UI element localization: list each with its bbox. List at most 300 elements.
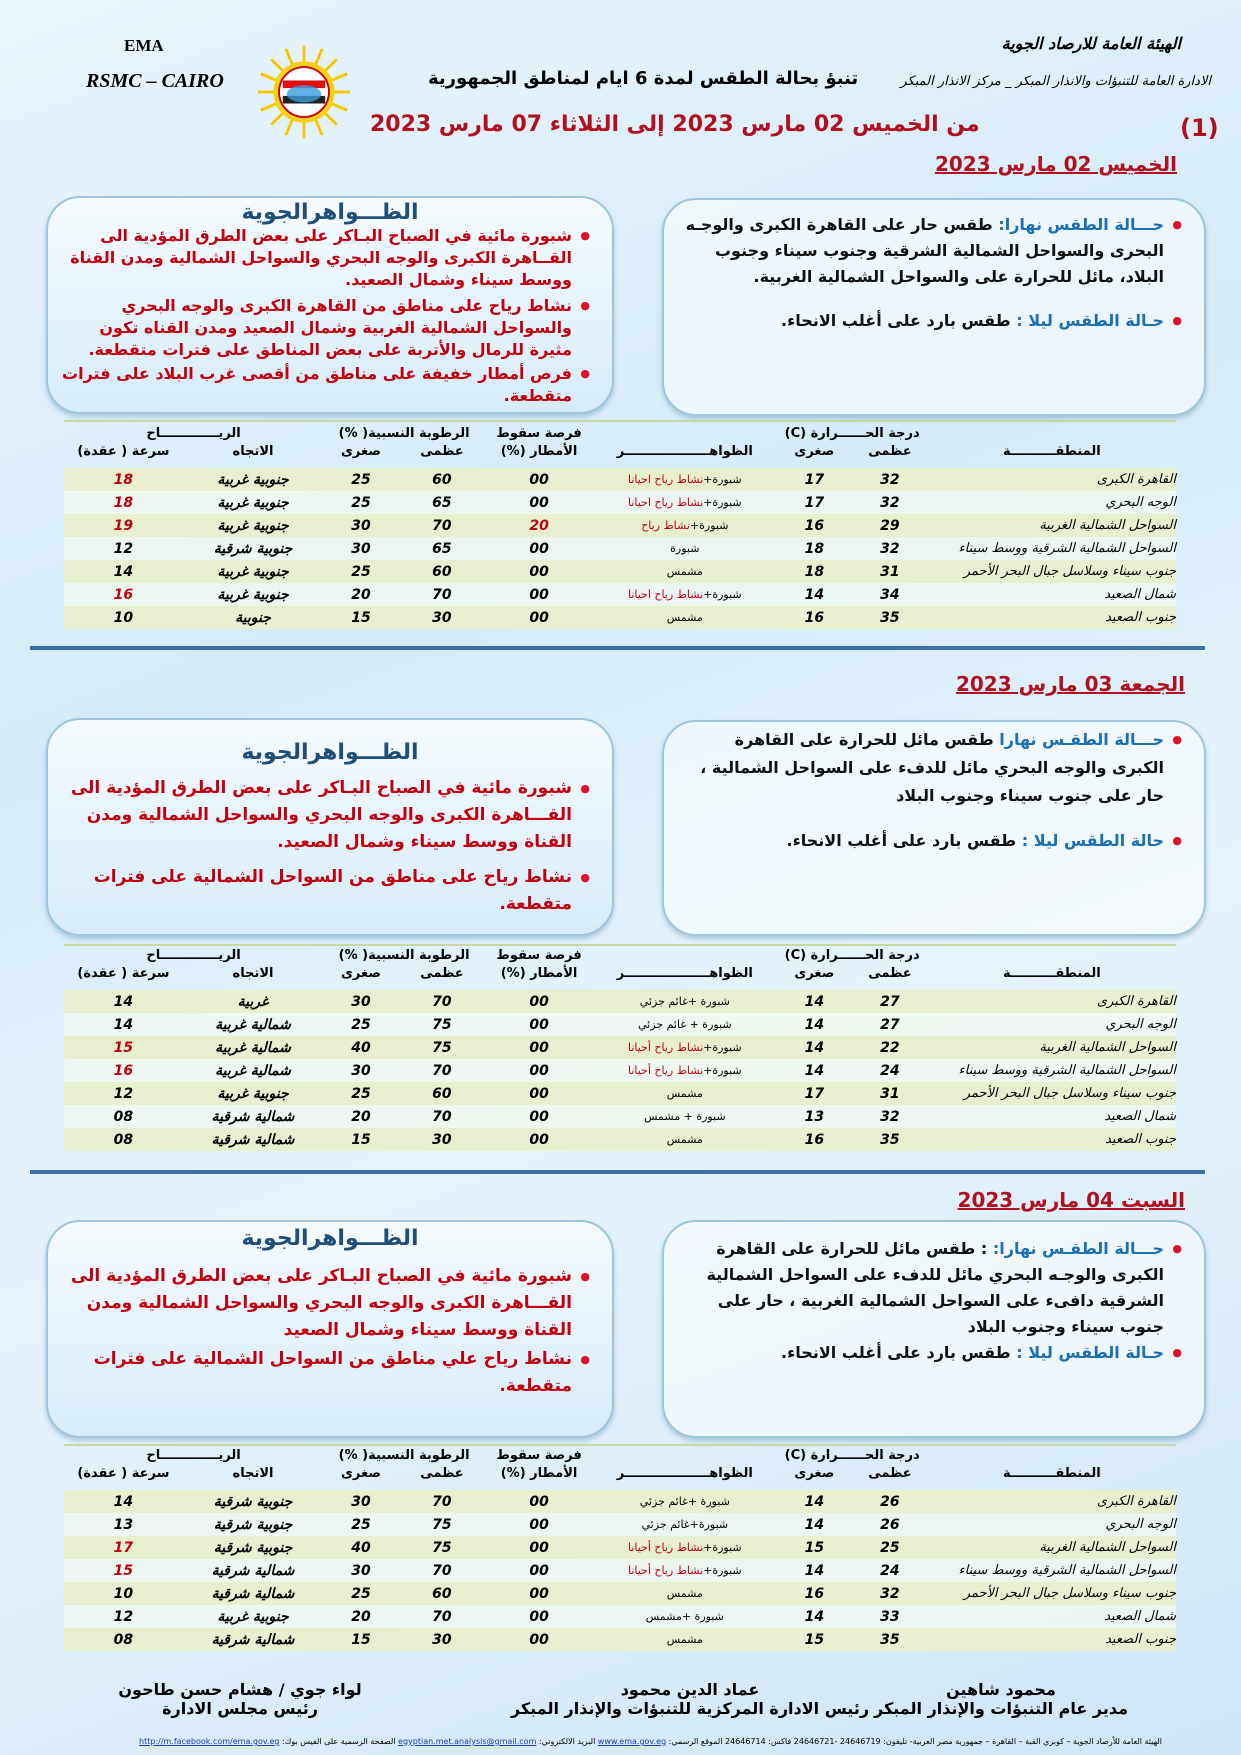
wind-direction-cell: شمالية شرقية <box>183 1628 323 1651</box>
table-top-line <box>64 420 1176 422</box>
region-cell: الوجه البحري <box>928 491 1176 514</box>
humidity-max-cell: 60 <box>399 560 485 583</box>
phenomena-wind-text: نشاط رياح أحيانا <box>627 1541 704 1554</box>
table-row <box>64 1105 1176 1128</box>
min-temp-cell: 14 <box>777 1559 853 1582</box>
phenomena-cell <box>593 468 777 491</box>
min-temp-cell: 16 <box>777 1582 853 1605</box>
wind-direction-cell: شمالية غربية <box>183 1059 323 1082</box>
rain-cell: 00 <box>485 1559 593 1582</box>
header-humidity: الرطوبة النسبية( %) <box>338 1447 470 1463</box>
region-cell: الوجه البحري <box>928 1013 1176 1036</box>
day-3-weather-box <box>662 1220 1206 1438</box>
humidity-max-cell: 70 <box>399 1059 485 1082</box>
rain-cell: 00 <box>485 560 593 583</box>
min-temp-cell: 18 <box>777 537 853 560</box>
header-blank <box>928 424 1176 442</box>
table-row <box>64 491 1176 514</box>
header-temperature: درجة الحــــــرارة (C) <box>784 1447 920 1463</box>
humidity-max-cell: 75 <box>399 1513 485 1536</box>
phenomena-cell <box>593 537 777 560</box>
header-humidity: الرطوبة النسبية( %) <box>338 425 470 441</box>
humidity-min-cell: 20 <box>323 1605 399 1628</box>
wind-direction-cell: شمالية شرقية <box>183 1559 323 1582</box>
table-header-row <box>64 442 1176 460</box>
table-row <box>64 583 1176 606</box>
table-header-row <box>64 1464 1176 1482</box>
wind-speed-cell: 16 <box>64 1059 183 1082</box>
wind-speed-cell: 14 <box>64 1490 183 1513</box>
header-rain-percent: الأمطار (%) <box>500 443 578 459</box>
max-temp-cell: 32 <box>852 491 928 514</box>
region-cell: السواحل الشمالية الشرقية ووسط سيناء <box>928 1559 1176 1582</box>
min-temp-cell: 14 <box>777 1036 853 1059</box>
humidity-max-cell: 65 <box>399 537 485 560</box>
header-min: صغرى <box>794 965 835 981</box>
region-cell: السواحل الشمالية الشرقية ووسط سيناء <box>928 1059 1176 1082</box>
night-label: حـالة الطقس ليلا : <box>1016 1343 1164 1362</box>
header-speed: سرعة ( عقدة) <box>77 1465 170 1481</box>
day-1-forecast-table <box>64 424 1176 629</box>
max-temp-cell: 29 <box>852 514 928 537</box>
humidity-max-cell: 30 <box>399 1628 485 1651</box>
region-cell: القاهرة الكبرى <box>928 990 1176 1013</box>
max-temp-cell: 25 <box>852 1536 928 1559</box>
email-link[interactable]: egyptian.met.analysis@gmail.com <box>398 1737 537 1746</box>
region-cell: القاهرة الكبرى <box>928 1490 1176 1513</box>
region-cell: السواحل الشمالية الغربية <box>928 514 1176 537</box>
max-temp-cell: 26 <box>852 1490 928 1513</box>
min-temp-cell: 14 <box>777 1013 853 1036</box>
phenomena-cell <box>593 583 777 606</box>
phenomena-cell <box>593 1082 777 1105</box>
min-temp-cell: 13 <box>777 1105 853 1128</box>
facebook-label: الصفحة الرسمية على الفيس بوك: <box>279 1737 396 1746</box>
day-1-night <box>678 308 1182 334</box>
day-3-daytime <box>678 1236 1182 1340</box>
wind-speed-cell: 08 <box>64 1628 183 1651</box>
day-2-forecast-table <box>64 946 1176 1151</box>
forecast-period: من الخميس 02 مارس 2023 إلى الثلاثاء 07 مارس 2023 <box>370 112 980 137</box>
humidity-min-cell: 20 <box>323 583 399 606</box>
region-cell: شمال الصعيد <box>928 1105 1176 1128</box>
header-blank <box>928 946 1176 964</box>
max-temp-cell: 31 <box>852 560 928 583</box>
rain-cell: 00 <box>485 990 593 1013</box>
region-cell: شمال الصعيد <box>928 1605 1176 1628</box>
footer-address: الهيئة العامة للأرصاد الجوية – كوبري القبة – القاهرة – جمهورية مصر العربية- تليفون: 24646719 -24646721 فاكس: 24646714 الموقع الرسمي: <box>668 1737 1162 1746</box>
region-cell: السواحل الشمالية الغربية <box>928 1536 1176 1559</box>
min-temp-cell: 17 <box>777 1082 853 1105</box>
humidity-max-cell: 70 <box>399 1105 485 1128</box>
table-row <box>64 1059 1176 1082</box>
humidity-max-cell: 70 <box>399 583 485 606</box>
header-rain-percent: الأمطار (%) <box>500 965 578 981</box>
rain-cell: 00 <box>485 1536 593 1559</box>
header-hum-max: عظمى <box>420 443 464 459</box>
spacer-row <box>64 1482 1176 1490</box>
wind-speed-cell: 15 <box>64 1036 183 1059</box>
table-row <box>64 1582 1176 1605</box>
phenomenon-item: ● نشاط رياح علي مناطق من السواحل الشمالية على فترات متقطعة. <box>62 1346 590 1400</box>
header-hum-min: صغرى <box>341 443 381 459</box>
signature-role: رئيس الادارة المركزية للتنبؤات والإنذار المبكر <box>510 1699 870 1718</box>
region-cell: جنوب سيناء وسلاسل جبال البحر الأحمر <box>928 560 1176 583</box>
day-1-phenomena-box <box>46 196 614 414</box>
phenomena-cell <box>593 1513 777 1536</box>
header-temperature: درجة الحــــــرارة (C) <box>784 425 920 441</box>
humidity-max-cell: 30 <box>399 1128 485 1151</box>
region-cell: السواحل الشمالية الغربية <box>928 1036 1176 1059</box>
day-1-title: الخميس 02 مارس 2023 <box>934 152 1177 176</box>
humidity-min-cell: 30 <box>323 1559 399 1582</box>
min-temp-cell: 14 <box>777 1605 853 1628</box>
night-label: حالة الطقس ليلا : <box>1021 831 1164 850</box>
phenomena-text: مشمس <box>666 1087 703 1100</box>
wind-speed-cell: 18 <box>64 468 183 491</box>
header-wind: الريـــــــــــــاح <box>146 947 241 963</box>
humidity-min-cell: 15 <box>323 1128 399 1151</box>
phenomena-cell <box>593 1059 777 1082</box>
min-temp-cell: 14 <box>777 1059 853 1082</box>
header-humidity: الرطوبة النسبية( %) <box>338 947 470 963</box>
day-label: حـــالة الطقـس نهارا: <box>992 1239 1164 1258</box>
max-temp-cell: 32 <box>852 1582 928 1605</box>
phenomena-cell <box>593 1105 777 1128</box>
wind-direction-cell: جنوبية غربية <box>183 1605 323 1628</box>
table-row <box>64 1628 1176 1651</box>
wind-direction-cell: جنوبية شرقية <box>183 537 323 560</box>
wind-speed-cell: 12 <box>64 1605 183 1628</box>
humidity-min-cell: 15 <box>323 1628 399 1651</box>
day-3-phenomena-box <box>46 1220 614 1438</box>
rain-cell: 20 <box>485 514 593 537</box>
min-temp-cell: 17 <box>777 491 853 514</box>
header-hum-min: صغرى <box>341 1465 381 1481</box>
phenomena-wind-text: نشاط رياح أحيانا <box>627 1041 704 1054</box>
wind-direction-cell: شمالية غربية <box>183 1036 323 1059</box>
humidity-max-cell: 75 <box>399 1536 485 1559</box>
wind-speed-cell: 13 <box>64 1513 183 1536</box>
rain-cell: 00 <box>485 1128 593 1151</box>
org-department: الادارة العامة للتنبؤات والانذار المبكر _ مركز الانذار المبكر <box>900 74 1211 89</box>
header-hum-max: عظمى <box>420 965 464 981</box>
day-text: طقس مائل للحرارة على القاهرة الكبرى والوجه البحري مائل للدفء على السواحل الشمالية ، حار على جنوب سيناء وجنوب البلاد <box>700 730 1164 805</box>
phenomena-text: شبورة <box>670 542 700 555</box>
phenomena-text: شبورة +غائم جزئي <box>639 1495 730 1508</box>
phenomenon-item: ● شبورة مائية في الصباح البـاكر على بعض الطرق المؤدية الى القـــاهرة الكبرى والوجه البحري والسواحل الشمالية ومدن القناة ووسط سيناء وشمال الصعيد. <box>62 775 590 856</box>
day-2-night <box>678 828 1182 854</box>
phenomena-text: شبورة + مشمس <box>644 1110 726 1123</box>
humidity-min-cell: 25 <box>323 1082 399 1105</box>
ema-logo-icon <box>256 44 352 140</box>
section-separator <box>30 1170 1205 1174</box>
header-wind: الريـــــــــــــاح <box>146 425 241 441</box>
wind-speed-cell: 14 <box>64 560 183 583</box>
wind-direction-cell: جنوبية شرقية <box>183 1490 323 1513</box>
spacer <box>64 982 1176 990</box>
max-temp-cell: 27 <box>852 1013 928 1036</box>
header-wind: الريـــــــــــــاح <box>146 1447 241 1463</box>
region-cell: جنوب الصعيد <box>928 1128 1176 1151</box>
max-temp-cell: 32 <box>852 537 928 560</box>
phenomena-text: مشمس <box>666 611 703 624</box>
header-direction: الاتجاه <box>232 965 274 981</box>
day-1-daytime <box>678 212 1182 290</box>
table-header-row <box>64 964 1176 982</box>
wind-speed-cell: 16 <box>64 583 183 606</box>
day-1-weather-box <box>662 198 1206 416</box>
ema-label: EMA <box>124 36 164 55</box>
rain-cell: 00 <box>485 1628 593 1651</box>
header-max: عظمى <box>868 965 912 981</box>
wind-speed-cell: 12 <box>64 537 183 560</box>
rain-cell: 00 <box>485 1036 593 1059</box>
phenomena-wind-text: نشاط رياح أحيانا <box>627 1064 704 1077</box>
humidity-max-cell: 60 <box>399 1582 485 1605</box>
night-label: حـالة الطقس ليلا : <box>1016 311 1164 330</box>
org-name: الهيئة العامة للارصاد الجوية <box>1001 34 1181 53</box>
wind-direction-cell: جنوبية غربية <box>183 1082 323 1105</box>
min-temp-cell: 14 <box>777 1513 853 1536</box>
humidity-min-cell: 40 <box>323 1536 399 1559</box>
humidity-min-cell: 30 <box>323 514 399 537</box>
humidity-min-cell: 25 <box>323 560 399 583</box>
wind-direction-cell: جنوبية شرقية <box>183 1536 323 1559</box>
wind-direction-cell: جنوبية غربية <box>183 491 323 514</box>
wind-speed-cell: 19 <box>64 514 183 537</box>
table-row <box>64 1013 1176 1036</box>
wind-direction-cell: شمالية شرقية <box>183 1582 323 1605</box>
day-2-phenomena-box <box>46 718 614 936</box>
max-temp-cell: 24 <box>852 1559 928 1582</box>
phenomena-cell <box>593 1605 777 1628</box>
wind-direction-cell: جنوبية غربية <box>183 468 323 491</box>
wind-speed-cell: 08 <box>64 1128 183 1151</box>
day-label: حـــالة الطقس نهارا: <box>998 215 1164 234</box>
humidity-max-cell: 30 <box>399 606 485 629</box>
humidity-min-cell: 30 <box>323 537 399 560</box>
min-temp-cell: 14 <box>777 990 853 1013</box>
email-label: البريد الالكتروني: <box>536 1737 596 1746</box>
max-temp-cell: 24 <box>852 1059 928 1082</box>
wind-speed-cell: 18 <box>64 491 183 514</box>
header-speed: سرعة ( عقدة) <box>77 443 170 459</box>
humidity-max-cell: 70 <box>399 990 485 1013</box>
phenomena-cell <box>593 1536 777 1559</box>
rain-cell: 00 <box>485 491 593 514</box>
wind-speed-cell: 14 <box>64 990 183 1013</box>
header-direction: الاتجاه <box>232 1465 274 1481</box>
table-row <box>64 537 1176 560</box>
phenomena-wind-text: نشاط رياح احيانا <box>627 588 704 601</box>
section-separator <box>30 646 1205 650</box>
humidity-max-cell: 60 <box>399 468 485 491</box>
signature-role: مدير عام التنبؤات والإنذار المبكر <box>873 1699 1129 1718</box>
phenomena-title: الظـــواهرالجوية <box>241 1226 419 1251</box>
table-row <box>64 1128 1176 1151</box>
day-3-title: السبت 04 مارس 2023 <box>957 1188 1185 1212</box>
signature-2 <box>480 1680 900 1718</box>
phenomena-cell <box>593 1582 777 1605</box>
region-cell: شمال الصعيد <box>928 583 1176 606</box>
header-phenomena: الظواهـــــــــــــــــــر <box>616 1465 753 1481</box>
rain-cell: 00 <box>485 468 593 491</box>
max-temp-cell: 32 <box>852 468 928 491</box>
wind-speed-cell: 12 <box>64 1082 183 1105</box>
region-cell: جنوب الصعيد <box>928 606 1176 629</box>
phenomena-text: شبورة+ <box>703 473 742 486</box>
phenomena-cell <box>593 514 777 537</box>
humidity-min-cell: 25 <box>323 468 399 491</box>
phenomena-wind-text: نشاط رياح <box>641 519 690 532</box>
phenomena-text: شبورة +مشمس <box>645 1610 724 1623</box>
phenomena-text: شبورة + غائم جزئي <box>638 1018 732 1031</box>
phenomena-text: شبورة+ <box>703 1541 742 1554</box>
footer <box>42 1737 1162 1746</box>
max-temp-cell: 22 <box>852 1036 928 1059</box>
table-row <box>64 1082 1176 1105</box>
humidity-min-cell: 30 <box>323 1490 399 1513</box>
humidity-min-cell: 40 <box>323 1036 399 1059</box>
facebook-link[interactable]: http://m.facebook.com/ema.gov.eg <box>139 1737 280 1746</box>
rain-cell: 00 <box>485 1105 593 1128</box>
day-2-daytime <box>678 726 1182 810</box>
header-max: عظمى <box>868 1465 912 1481</box>
phenomena-cell <box>593 990 777 1013</box>
header-rain: فرصة سقوط <box>496 947 582 963</box>
max-temp-cell: 33 <box>852 1605 928 1628</box>
phenomena-text: مشمس <box>666 1587 703 1600</box>
header-blank <box>928 1446 1176 1464</box>
table-header-row <box>64 1446 1176 1464</box>
night-text: طقس بارد على أغلب الانحاء. <box>781 311 1017 330</box>
humidity-max-cell: 75 <box>399 1036 485 1059</box>
phenomena-text: شبورة+ <box>703 496 742 509</box>
header-phenomena: الظواهـــــــــــــــــــر <box>616 965 753 981</box>
wind-speed-cell: 10 <box>64 1582 183 1605</box>
phenomena-text: مشمس <box>666 1633 703 1646</box>
phenomena-text: شبورة+ <box>689 519 729 532</box>
header-region: المنطقــــــــــة <box>1003 965 1101 981</box>
wind-direction-cell: جنوبية غربية <box>183 514 323 537</box>
phenomena-wind-text: نشاط رياح احيانا <box>627 473 704 486</box>
humidity-min-cell: 30 <box>323 1059 399 1082</box>
website-link[interactable]: www.ema.gov.eg <box>597 1737 667 1746</box>
table-row <box>64 1513 1176 1536</box>
region-cell: القاهرة الكبرى <box>928 468 1176 491</box>
header-rain-percent: الأمطار (%) <box>500 1465 578 1481</box>
header-hum-max: عظمى <box>420 1465 464 1481</box>
table-row <box>64 1559 1176 1582</box>
phenomena-text: شبورة+ <box>703 1564 742 1577</box>
header-min: صغرى <box>794 443 835 459</box>
table-row <box>64 1605 1176 1628</box>
phenomena-cell <box>593 491 777 514</box>
wind-direction-cell: شمالية شرقية <box>183 1128 323 1151</box>
phenomena-text: شبورة+ <box>703 588 742 601</box>
table-row <box>64 1490 1176 1513</box>
phenomena-text: شبورة+ <box>703 1041 742 1054</box>
wind-speed-cell: 14 <box>64 1013 183 1036</box>
table-row <box>64 468 1176 491</box>
phenomena-cell <box>593 606 777 629</box>
min-temp-cell: 16 <box>777 514 853 537</box>
rain-cell: 00 <box>485 1490 593 1513</box>
spacer-row <box>64 460 1176 468</box>
min-temp-cell: 15 <box>777 1536 853 1559</box>
humidity-max-cell: 65 <box>399 491 485 514</box>
wind-speed-cell: 10 <box>64 606 183 629</box>
region-cell: جنوب سيناء وسلاسل جبال البحر الأحمر <box>928 1582 1176 1605</box>
humidity-max-cell: 60 <box>399 1082 485 1105</box>
table-header-row <box>64 946 1176 964</box>
phenomena-title: الظـــواهرالجوية <box>241 200 419 225</box>
phenomena-cell <box>593 1490 777 1513</box>
humidity-max-cell: 75 <box>399 1013 485 1036</box>
table-header-row <box>64 424 1176 442</box>
humidity-min-cell: 25 <box>323 1582 399 1605</box>
min-temp-cell: 15 <box>777 1628 853 1651</box>
header-blank <box>593 946 777 964</box>
signature-name: لواء جوي / هشام حسن طاحون <box>118 1680 362 1699</box>
phenomena-text: شبورة +غائم جزئي <box>639 995 730 1008</box>
max-temp-cell: 35 <box>852 1128 928 1151</box>
humidity-min-cell: 30 <box>323 990 399 1013</box>
header-rain: فرصة سقوط <box>496 1447 582 1463</box>
signature-3 <box>90 1680 390 1718</box>
phenomena-cell <box>593 1559 777 1582</box>
max-temp-cell: 35 <box>852 606 928 629</box>
signature-name: محمود شاهين <box>946 1680 1056 1699</box>
day-label: حـــالة الطقـس نهارا <box>999 730 1164 749</box>
wind-direction-cell: شمالية شرقية <box>183 1105 323 1128</box>
wind-direction-cell: غربية <box>183 990 323 1013</box>
humidity-max-cell: 70 <box>399 514 485 537</box>
night-text: طقس بارد على أغلب الانحاء. <box>781 1343 1017 1362</box>
min-temp-cell: 17 <box>777 468 853 491</box>
humidity-min-cell: 20 <box>323 1105 399 1128</box>
table-row <box>64 514 1176 537</box>
wind-direction-cell: جنوبية غربية <box>183 560 323 583</box>
page-number: (1) <box>1180 114 1219 142</box>
header-region: المنطقــــــــــة <box>1003 443 1101 459</box>
humidity-max-cell: 70 <box>399 1490 485 1513</box>
rain-cell: 00 <box>485 1582 593 1605</box>
header-blank <box>593 1446 777 1464</box>
min-temp-cell: 16 <box>777 606 853 629</box>
rain-cell: 00 <box>485 1513 593 1536</box>
min-temp-cell: 18 <box>777 560 853 583</box>
header-hum-min: صغرى <box>341 965 381 981</box>
max-temp-cell: 35 <box>852 1628 928 1651</box>
phenomenon-item: ● شبورة مائية في الصباح البـاكر على بعض الطرق المؤدية الى القـــاهرة الكبرى والوجه البحري والسواحل الشمالية ومدن القناة ووسط سيناء وشمال الصعيد <box>62 1263 590 1344</box>
spacer <box>64 1482 1176 1490</box>
rain-cell: 00 <box>485 606 593 629</box>
humidity-max-cell: 70 <box>399 1605 485 1628</box>
humidity-max-cell: 70 <box>399 1559 485 1582</box>
region-cell: الوجه البحري <box>928 1513 1176 1536</box>
rain-cell: 00 <box>485 1013 593 1036</box>
humidity-min-cell: 25 <box>323 491 399 514</box>
phenomena-text: مشمس <box>666 565 703 578</box>
table-row <box>64 560 1176 583</box>
phenomena-cell <box>593 1628 777 1651</box>
rain-cell: 00 <box>485 537 593 560</box>
max-temp-cell: 31 <box>852 1082 928 1105</box>
table-row <box>64 1536 1176 1559</box>
rain-cell: 00 <box>485 583 593 606</box>
